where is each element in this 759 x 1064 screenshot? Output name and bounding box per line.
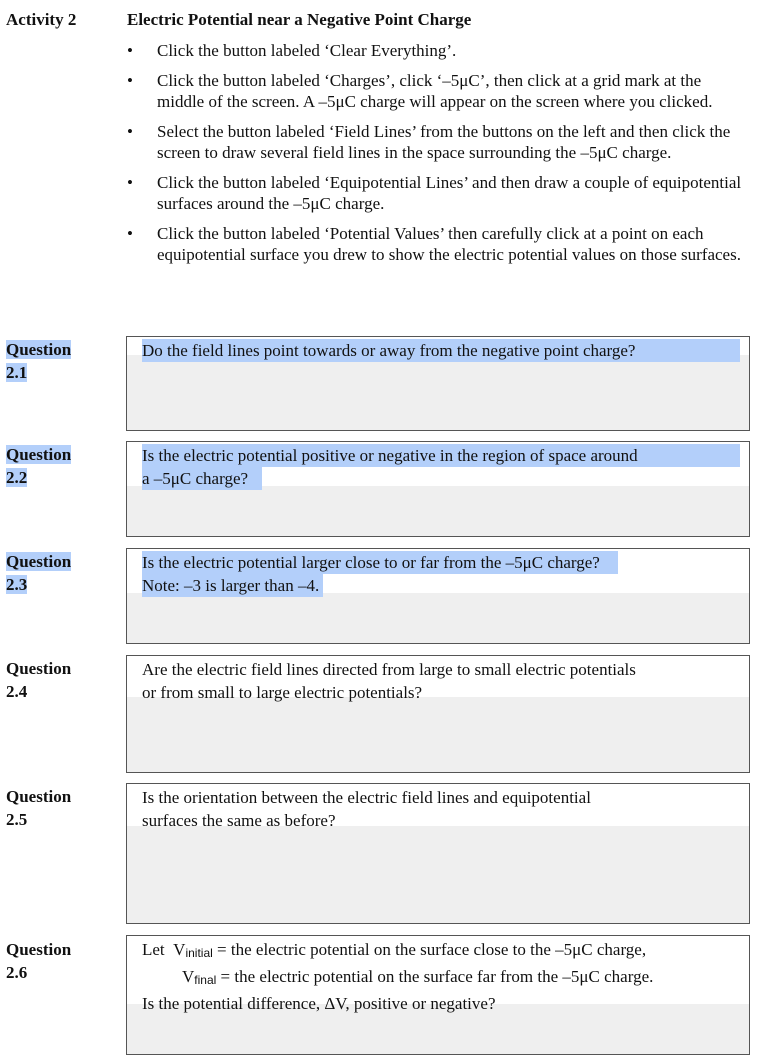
instruction-step: • Click the button labeled ‘Equipotential Lines’ and then draw a couple of equipotential surfaces around the –5μC charge.: [127, 172, 752, 214]
question-text: [142, 658, 740, 704]
question-text: [142, 551, 740, 597]
answer-field[interactable]: [127, 826, 749, 923]
subscript-final: final: [194, 973, 217, 987]
question-text: [142, 339, 740, 362]
question-line: [142, 938, 740, 965]
question-line: Is the electric potential positive or negative in the region of space around: [142, 444, 740, 467]
question-label-number: 2.2: [6, 468, 28, 487]
instruction-step: • Click the button labeled ‘Clear Everything’.: [127, 40, 752, 61]
question-line: Are the electric field lines directed from large to small electric potentials: [142, 660, 636, 679]
question-line: Is the electric potential larger close to or far from the –5μC charge?: [142, 551, 618, 574]
question-label: [6, 338, 71, 384]
answer-field[interactable]: [127, 593, 749, 643]
definition-final: = the electric potential on the surface far from the –5μC charge.: [216, 967, 654, 986]
question-label-word: Question: [6, 787, 72, 806]
question-line: Note: –3 is larger than –4.: [142, 574, 323, 597]
question-box: [126, 548, 750, 644]
instruction-step: • Select the button labeled ‘Field Lines’ from the buttons on the left and then click the screen to draw several field lines in the space surrounding the –5μC charge.: [127, 121, 752, 163]
activity-label: Activity 2: [6, 10, 77, 29]
question-box: [126, 441, 750, 537]
question-label-number: 2.6: [6, 963, 28, 982]
question-box: [126, 336, 750, 431]
instruction-step: • Click the button labeled ‘Charges’, click ‘–5μC’, then click at a grid mark at the middle of the screen. A –5μC charge will appear on the screen where you clicked.: [127, 70, 752, 112]
question-box: [126, 783, 750, 924]
question-line: Do the field lines point towards or away from the negative point charge?: [142, 339, 740, 362]
answer-field[interactable]: [127, 697, 749, 772]
question-box: [126, 655, 750, 773]
question-label-word: Question: [6, 552, 72, 571]
question-text: [142, 786, 740, 832]
question-line: surfaces the same as before?: [142, 811, 336, 830]
question-line: Is the potential difference, ΔV, positive or negative?: [142, 994, 496, 1013]
v-symbol: V: [182, 967, 195, 986]
answer-field[interactable]: [127, 486, 749, 536]
subscript-initial: initial: [185, 946, 213, 960]
question-label-number: 2.3: [6, 575, 28, 594]
question-box: [126, 935, 750, 1055]
question-label-number: 2.1: [6, 363, 28, 382]
question-label-number: 2.5: [6, 810, 28, 829]
definition-initial: = the electric potential on the surface close to the –5μC charge,: [212, 940, 647, 959]
question-label: [6, 550, 71, 596]
question-label-word: Question: [6, 659, 72, 678]
instruction-step: • Click the button labeled ‘Potential Values’ then carefully click at a point on each equipotential surface you drew to show the electric potential values on those surfaces.: [127, 223, 752, 265]
instruction-list: [127, 40, 752, 274]
activity-title: Electric Potential near a Negative Point Charge: [127, 10, 472, 29]
question-line: [142, 965, 740, 992]
question-label: [6, 938, 71, 984]
question-line: or from small to large electric potentials?: [142, 683, 423, 702]
let-word: Let: [142, 940, 165, 959]
question-line: Is the orientation between the electric field lines and equipotential: [142, 788, 591, 807]
question-label: [6, 785, 71, 831]
question-label: [6, 657, 71, 703]
question-label-word: Question: [6, 445, 72, 464]
v-symbol: V: [173, 940, 186, 959]
question-line: a –5μC charge?: [142, 467, 262, 490]
question-label-word: Question: [6, 940, 72, 959]
question-label-word: Question: [6, 340, 72, 359]
question-text: [142, 444, 740, 490]
question-label: [6, 443, 71, 489]
question-text: [142, 938, 740, 1015]
question-label-number: 2.4: [6, 682, 28, 701]
answer-field[interactable]: [127, 355, 749, 430]
